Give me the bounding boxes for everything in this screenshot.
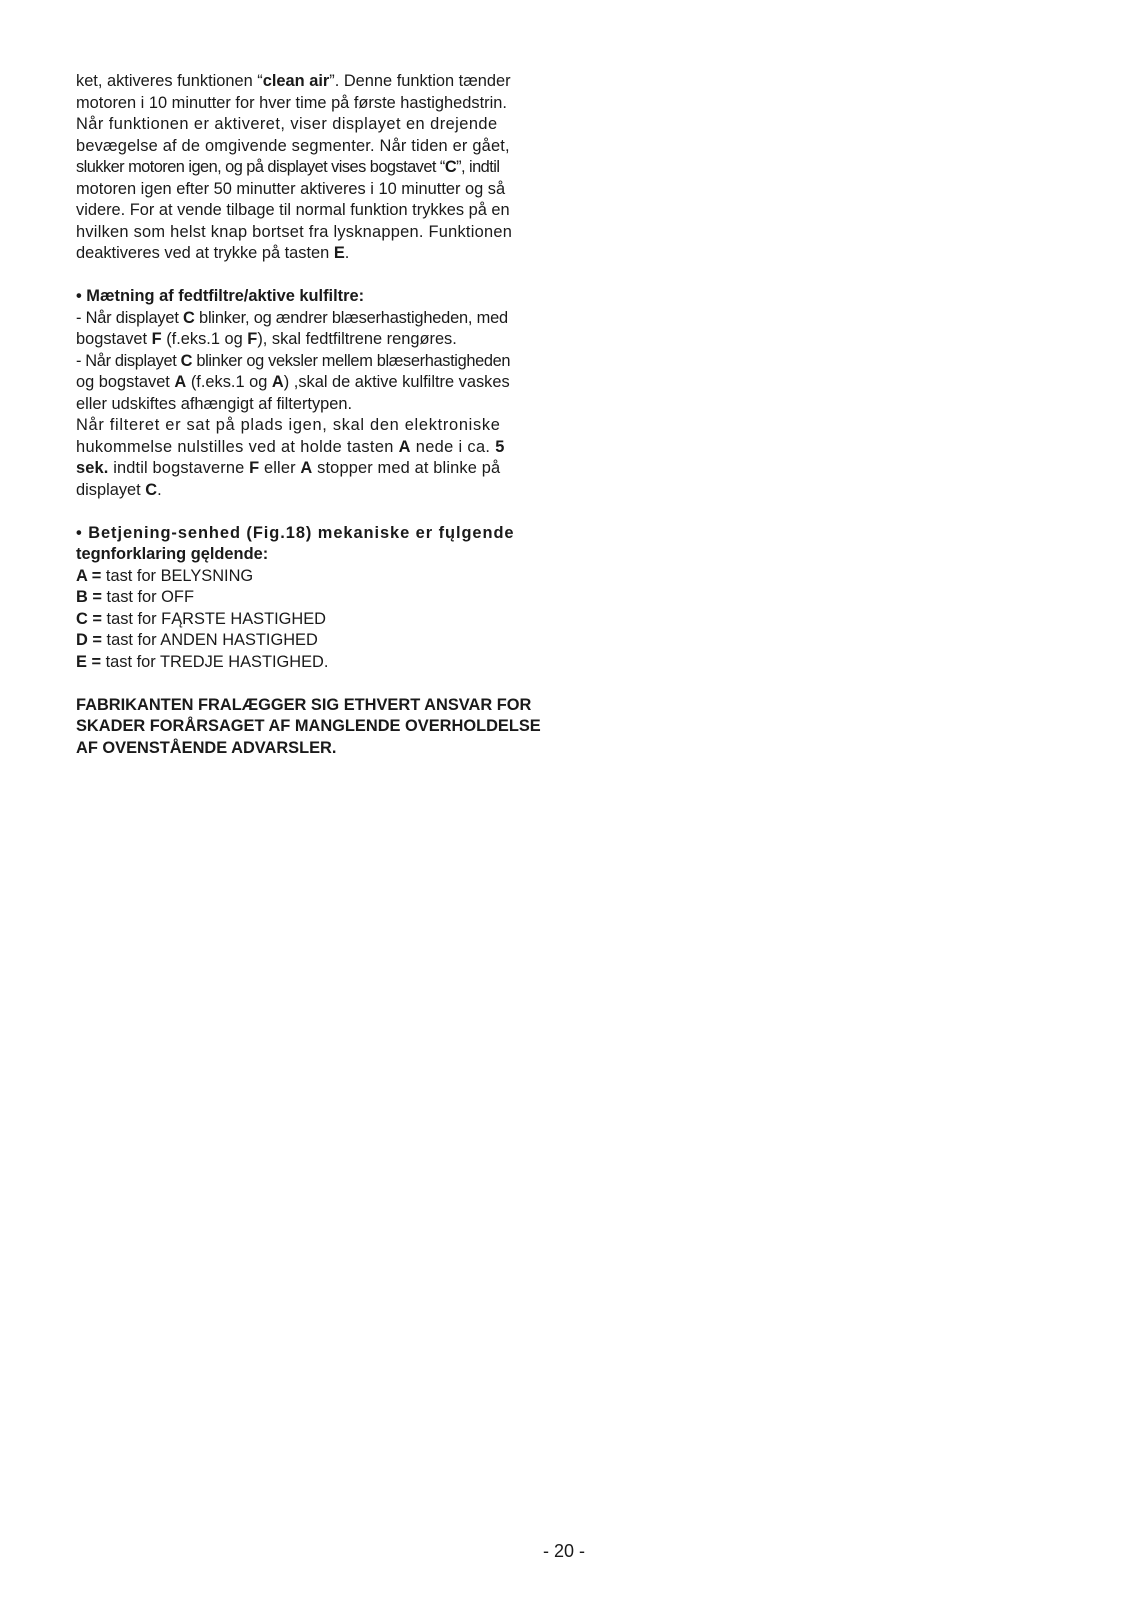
key-description: tast for OFF [101, 588, 194, 606]
text-span: nede i ca. [410, 437, 496, 456]
text-line [76, 179, 548, 201]
bold-letter: C [180, 351, 193, 370]
text-span: . [344, 244, 350, 262]
text-line [76, 394, 548, 416]
text-span: ket, aktiveres funktionen “ [76, 72, 263, 90]
text-line [76, 480, 548, 502]
bold-letter: C [444, 158, 457, 176]
disclaimer-line: AF OVENSTÅENDE ADVARSLER. [76, 738, 337, 757]
text-line [76, 243, 548, 265]
text-span: (f.eks.1 og [161, 330, 248, 348]
text-span: . [157, 480, 162, 499]
text-span: stopper med at blinke på [312, 459, 501, 477]
key-legend-row [76, 587, 548, 609]
text-line [76, 351, 548, 373]
key-letter: B = [76, 588, 102, 606]
text-span: hukommelse nulstilles ved at holde tasten [76, 437, 399, 456]
text-span: hvilken som helst knap bortset fra lysknappen. Funktionen [76, 222, 513, 241]
text-line [76, 93, 548, 115]
text-span: indtil bogstaverne [108, 459, 250, 477]
text-line [76, 222, 548, 244]
text-span: deaktiveres ved at trykke på tasten [76, 244, 334, 262]
saturation-heading: • Mætning af fedtfiltre/aktive kulfiltre: [76, 287, 365, 305]
text-line [76, 415, 548, 437]
key-legend-row [76, 652, 548, 674]
key-letter: C = [76, 609, 102, 628]
key-legend-row [76, 630, 548, 652]
bold-number: 5 [495, 437, 505, 456]
key-description: tast for ANDEN HASTIGHED [101, 631, 318, 649]
text-line [76, 458, 548, 480]
key-description: tast for FĄRSTE HASTIGHED [101, 609, 327, 628]
bold-letter: F [151, 330, 162, 348]
bold-letter: A [174, 373, 187, 391]
text-span: ”. Denne funktion tænder [329, 72, 511, 90]
text-line [76, 437, 548, 459]
text-span: motoren igen efter 50 minutter aktiveres i 10 minutter og så [76, 179, 506, 198]
text-span: ”, indtil [456, 158, 500, 176]
disclaimer-warning [76, 695, 548, 760]
control-unit-section [76, 523, 548, 674]
clean-air-paragraph [76, 71, 548, 265]
text-line [76, 200, 548, 222]
page-number: - 20 - [542, 1541, 585, 1561]
text-span: Når funktionen er aktiveret, viser displayet en drejende [76, 115, 498, 133]
control-unit-heading: • Betjening-senhed (Fig.18) mekaniske er fųlgende [76, 523, 515, 542]
key-legend-row [76, 609, 548, 631]
bold-letter: A [398, 437, 411, 456]
saturation-section [76, 286, 548, 501]
text-span: videre. For at vende tilbage til normal funktion trykkes på en [76, 201, 510, 219]
text-span: blinker og veksler mellem blæserhastigheden [192, 351, 511, 370]
text-span: slukker motoren igen, og på displayet vises bogstavet “ [76, 158, 445, 176]
text-span: Når filteret er sat på plads igen, skal den elektroniske [76, 416, 501, 434]
text-span: eller udskiftes afhængigt af filtertypen. [76, 394, 353, 413]
text-span: ), skal fedtfiltrene rengøres. [257, 330, 457, 348]
bold-letter: F [249, 459, 260, 477]
key-legend-row [76, 566, 548, 588]
bold-letter: C [145, 480, 158, 499]
text-span: blinker, og ændrer blæserhastigheden, med [194, 308, 508, 327]
text-line [76, 136, 548, 158]
disclaimer-line: FABRIKANTEN FRALÆGGER SIG ETHVERT ANSVAR FOR [76, 695, 532, 714]
key-description: tast for BELYSNING [101, 566, 254, 585]
bold-letter: A [300, 459, 313, 477]
key-letter: A = [76, 566, 102, 585]
key-description: tast for TREDJE HASTIGHED. [101, 652, 329, 671]
control-unit-heading-cont: tegnforklaring gęldende: [76, 545, 269, 563]
bold-letter: A [271, 373, 284, 391]
text-line [76, 372, 548, 394]
text-span: og bogstavet [76, 373, 175, 391]
text-span: ) ,skal de aktive kulfiltre vaskes [283, 373, 510, 391]
bold-letter: E [333, 244, 345, 262]
text-line [76, 71, 548, 93]
spacer [76, 501, 548, 523]
text-line [76, 308, 548, 330]
text-span: - Når displayet [76, 308, 184, 327]
disclaimer-line: SKADER FORÅRSAGET AF MANGLENDE OVERHOLDELSE [76, 717, 541, 735]
bold-letter: F [247, 330, 258, 348]
text-span: bogstavet [76, 330, 152, 348]
spacer [76, 265, 548, 287]
text-span: eller [259, 459, 301, 477]
text-line [76, 157, 548, 179]
text-span: bevægelse af de omgivende segmenter. Når tiden er gået, [76, 136, 510, 155]
text-line [76, 114, 548, 136]
spacer [76, 673, 548, 695]
text-span: motoren i 10 minutter for hver time på første hastighedstrin. [76, 93, 507, 112]
bold-term: sek. [76, 459, 109, 477]
bold-letter: C [183, 308, 195, 327]
clean-air-term: clean air [262, 72, 330, 90]
key-letter: D = [76, 631, 102, 649]
text-span: - Når displayet [76, 351, 181, 370]
text-span: displayet [76, 480, 146, 499]
document-column [76, 71, 548, 759]
text-span: (f.eks.1 og [186, 373, 272, 391]
text-line [76, 329, 548, 351]
key-letter: E = [76, 652, 102, 671]
